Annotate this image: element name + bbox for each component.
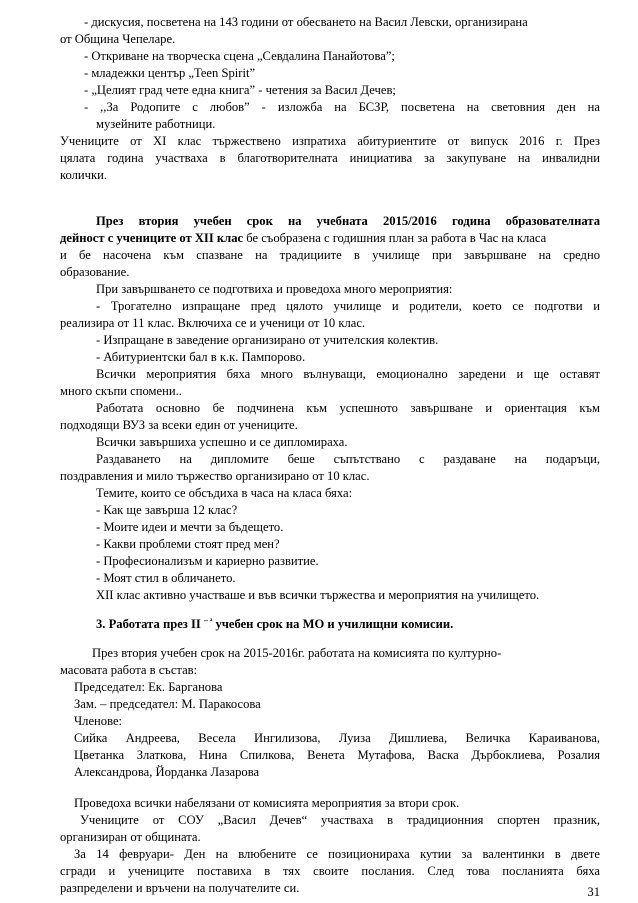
text-line: - дискусия, посветена на 143 години от обесването на Васил Левски, организирана [84, 15, 528, 29]
text-line: Темите, които се обсъдиха в часа на класа бяха: [96, 486, 353, 500]
text-line: Александрова, Йорданка Лазарова [74, 765, 260, 779]
text-line: Зам. – председател: М. Паракосова [74, 697, 261, 711]
text-line: колички. [60, 168, 107, 182]
text-line: сгради и учениците поставиха в тях своите послания. След това посланията бяха [60, 864, 600, 878]
text-line: При завършването се подготвиха и проведоха много мероприятия: [96, 282, 453, 296]
text-line: Сийка Андреева, Весела Ингилизова, Луиза Дишлиева, Величка Караиванова, [74, 731, 600, 745]
list-item: - Изпращане в заведение организирано от учителския колектив. [96, 333, 439, 347]
text-line: За 14 февруари- Ден на влюбените се позиционираха кутии за валентинки в двете [74, 847, 600, 861]
list-item: - младежки център „Teen Spirit” [84, 66, 256, 80]
heading-superscript: – ᵃ [203, 615, 213, 625]
text-line: и бе насочена към спазване на традициите в училище при завършване на средно [60, 248, 600, 262]
text-line: образование. [60, 265, 130, 279]
list-item: - Професионализъм и кариерно развитие. [96, 554, 319, 568]
text-line: Проведоха всички набелязани от комисията мероприятия за втори срок. [74, 796, 460, 810]
text-span: бе съобразена с годишния план за работа в Час на класа [243, 231, 547, 245]
text-line: реализира от 11 клас. Включиха се и ученици от 10 клас. [60, 316, 366, 330]
text-line: поздравления и мило тържество организирано от 10 клас. [60, 469, 370, 483]
text-line: Учениците от СОУ „Васил Дечев“ участваха в традиционния спортен празник, [80, 813, 600, 827]
text-line: Цветанка Златкова, Нина Спилкова, Венета Мутафова, Васка Дърбоклиева, Розалия [74, 748, 600, 762]
section-heading [96, 616, 636, 632]
list-item: - Абитуриентски бал в к.к. Пампорово. [96, 350, 306, 364]
text-line: Учениците от XI клас тържествено изпратиха абитуриентите от випуск 2016 г. През [60, 134, 600, 148]
list-item: - „Целият град чете една книга” - четения за Васил Дечев; [84, 83, 396, 97]
list-item: - ,,За Родопите с любов” - изложба на БСЗР, посветена на световния ден на [84, 100, 600, 114]
page-number: 31 [587, 885, 600, 899]
list-item: - Какви проблеми стоят пред мен? [96, 537, 280, 551]
text-line: Членове: [74, 714, 123, 728]
list-item: - Откриване на творческа сцена „Севдалина Панайотова”; [84, 49, 395, 63]
text-line: разпределени и връчени на получателите си. [60, 881, 300, 895]
list-item: - Моят стил в обличането. [96, 571, 236, 585]
heading-text: учебен срок на МО и училищни комисии. [212, 617, 454, 631]
text-line: цялата година участваха в благотворителната инициатива за закупуване на инвалидни [60, 151, 600, 165]
text-line: Работата основно бе подчинена към успешното завършване и ориентация към [96, 401, 600, 415]
text-line: Раздаването на дипломите беше съпътствано с раздаване на подаръци, [96, 452, 600, 466]
text-line: организиран от общината. [60, 830, 201, 844]
text-line: Председател: Ек. Барганова [74, 680, 223, 694]
list-item: - Моите идеи и мечти за бъдещето. [96, 520, 284, 534]
bold-lead: дейност с учениците от XII клас [60, 231, 244, 245]
list-item: - Как ще завърша 12 клас? [96, 503, 238, 517]
text-line: подходящи ВУЗ за всеки един от учениците. [60, 418, 298, 432]
list-item: - Трогателно изпращане пред цялото училище и родители, което се подготви и [96, 299, 600, 313]
text-line: много скъпи спомени.. [60, 384, 182, 398]
text-line: XII клас активно участваше и във всички тържества и мероприятия на училището. [96, 588, 540, 602]
text-line: Всички завършиха успешно и се дипломираха. [96, 435, 348, 449]
text-line: музейните работници. [96, 117, 216, 131]
paragraph-heading: През втория учебен срок на учебната 2015/2016 година образователната [96, 214, 600, 228]
text-line: масовата работа в състав: [60, 663, 198, 677]
text-line: През втория учебен срок на 2015-2016г. работата на комисията по културно- [92, 646, 502, 660]
text-line: от Община Чепеларе. [60, 32, 176, 46]
text-line [60, 230, 600, 246]
heading-text: 3. Работата през II [96, 617, 201, 631]
text-line: Всички мероприятия бяха много вълнуващи, емоционално заредени и ще оставят [96, 367, 600, 381]
